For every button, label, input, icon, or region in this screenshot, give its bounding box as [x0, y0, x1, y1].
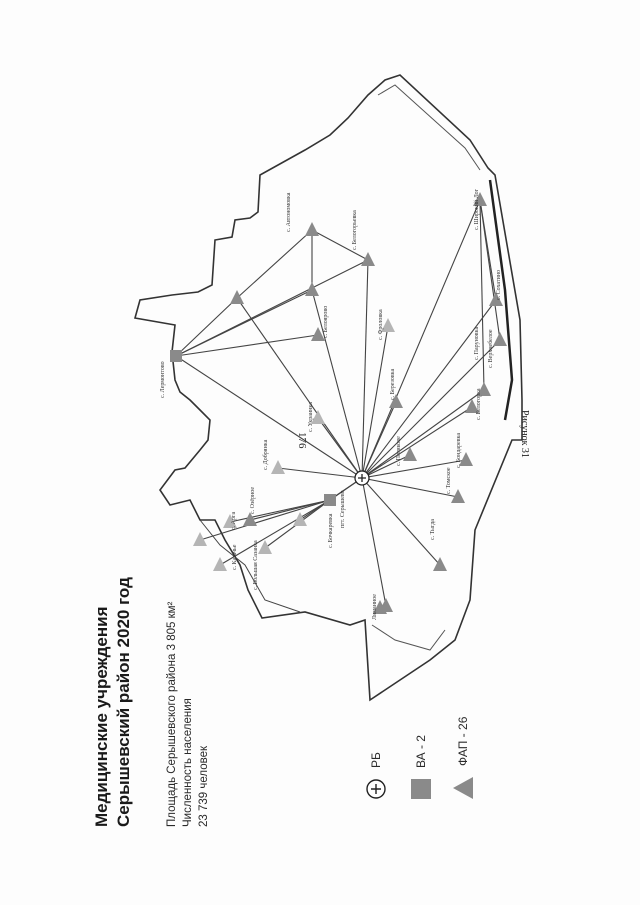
legend-va: [410, 735, 432, 800]
place-label: с. Бондаревка: [456, 432, 462, 468]
place-label: с. Верхнебелое: [488, 329, 494, 368]
place-label: Лиманное: [372, 594, 378, 620]
place-label: пгт. Серышево: [340, 490, 346, 528]
place-label: с. Паруновка: [474, 326, 480, 360]
place-label: с. Автономовка: [286, 192, 292, 232]
population-value: 23 739 человек: [198, 745, 210, 827]
place-label: с. Полякове: [396, 436, 402, 466]
place-label: с. Бочкаревка: [328, 513, 334, 548]
place-label: с. Тыгда: [430, 519, 436, 540]
legend-rb: [365, 752, 387, 800]
place-label: с. Арга: [231, 511, 237, 530]
place-label: с. Украинка: [308, 402, 314, 432]
place-label: с. Томское: [446, 467, 452, 494]
place-label: с. Казачье: [232, 544, 238, 570]
place-label: с. Березовка: [390, 368, 396, 400]
legend-va-label: ВА - 2: [414, 735, 428, 768]
place-label: с. Озёрное: [250, 487, 256, 514]
map-title-line2: Серышевский район 2020 год: [114, 577, 133, 827]
place-label: с. Добрянка: [263, 439, 269, 470]
place-label: с. Сохатино: [496, 270, 502, 300]
va-legend-icon: [410, 778, 432, 800]
legend-fap-label: ФАП - 26: [456, 716, 470, 766]
population-label: Численность населения: [182, 698, 194, 827]
area-text: Площадь Серышевского района 3 805 км²: [166, 601, 178, 827]
place-label: с. Лермонтово: [160, 361, 166, 398]
fap-legend-icon: [452, 776, 474, 800]
place-label: с. Белоярово: [323, 305, 329, 338]
place-label: с. Фроловка: [378, 309, 384, 340]
figure-caption: Рисунок 31: [519, 410, 530, 458]
rb-legend-icon: [365, 778, 387, 800]
place-label: с. Белогорьевка: [352, 210, 358, 250]
legend-rb-label: РБ: [369, 752, 383, 768]
page-number: 176: [296, 432, 308, 449]
legend-fap: [452, 717, 474, 800]
place-label: с. Большая Сазанка: [253, 540, 259, 590]
place-label: с. Белогорка: [476, 388, 482, 420]
map-title-line1: Медицинские учреждения: [92, 606, 111, 827]
place-label: с. Широкий Лог: [474, 188, 480, 230]
